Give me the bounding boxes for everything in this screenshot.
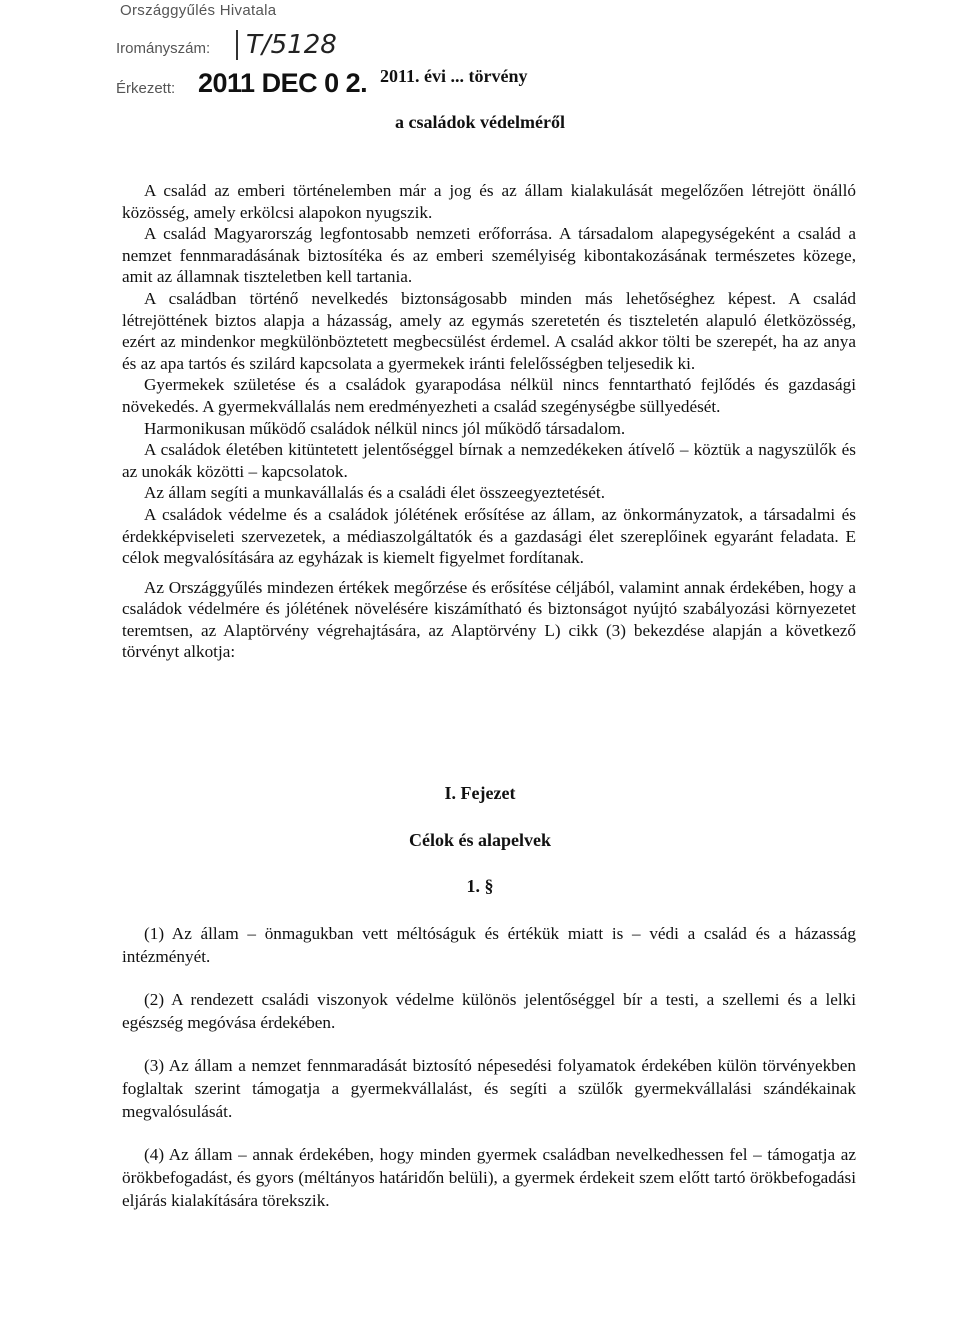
preamble-paragraph: Gyermekek születése és a családok gyarapodása nélkül nincs fenntartható fejlődés és gazdasági növekedés. A gyermekvállalás nem eredményezheti a család szegénységbe süllyedését. [122, 375, 856, 416]
law-subtitle: a családok védelméről [395, 112, 565, 132]
chapter-title: Célok és alapelvek [409, 830, 551, 850]
preamble-paragraph: A család Magyarország legfontosabb nemzeti erőforrása. A társadalom alapegységeként a család a nemzet fennmaradásának biztosítéka és az emberi személyiség kibontakozásának természetes közege, amit az államnak tiszteletben kell tartania. [122, 224, 856, 287]
registration-number-value: T/5128 [236, 30, 337, 60]
section-paragraphs [122, 922, 856, 1212]
preamble-paragraph: A család az emberi történelemben már a jog és az állam kialakulását megelőzően létrejött önálló közösség, amely erkölcsi alapokon nyugszik. [122, 181, 856, 222]
section-paragraph: (3) Az állam a nemzet fennmaradását biztosító népesedési folyamatok érdekében külön törvényekben foglaltak szerint támogatja a gyermekvállalást, és segíti a szülők gyermekvállalási szándékainak megvalósulását. [122, 1056, 856, 1121]
received-label: Érkezett: [116, 80, 176, 97]
preamble-paragraph: Az állam segíti a munkavállalás és a családi élet összeegyeztetését. [144, 483, 605, 503]
section-mark: 1. § [466, 876, 494, 896]
section-paragraph: (4) Az állam – annak érdekében, hogy minden gyermek családban nevelkedhessen fel – támogatja az örökbefogadást, és gyors (méltányos határidőn belüli), a gyermek érdekeit szem előtt tartó örökbefogadási eljárás kialakítására törekszik. [122, 1145, 856, 1210]
section-paragraph: (2) A rendezett családi viszonyok védelme különös jelentőséggel bír a testi, a szellemi és a lelki egészség megóvása érdekében. [122, 990, 856, 1032]
preamble-paragraph: A családok életében kitüntetett jelentőséggel bírnak a nemzedékeken átívelő – köztük a nagyszülők és az unokák közötti – kapcsolatok. [122, 440, 856, 481]
registration-number-label: Irományszám: [116, 40, 211, 57]
preamble-paragraph: Harmonikusan működő családok nélkül nincs jól működő társadalom. [144, 418, 626, 438]
office-name: Országgyűlés Hivatala [120, 2, 277, 19]
received-date: 2011 DEC 0 2. [198, 68, 368, 98]
preamble-paragraph: A családok védelme és a családok jólétének erősítése az állam, az önkormányzatok, a társadalmi és érdekképviseleti szervezetek, a médiaszolgáltatók és a gazdasági élet szereplőinek egyaránt feladata. E célok megvalósítására az egyházak is kiemelt figyelmet fordítanak. [122, 504, 856, 568]
preamble [122, 180, 856, 663]
section-paragraph: (1) Az állam – önmagukban vett méltóságuk és értékük miatt is – védi a család és a házasság intézményét. [122, 924, 856, 966]
preamble-paragraph: Az Országgyűlés mindezen értékek megőrzése és erősítése céljából, valamint annak érdekében, hogy a családok védelmére és jólétének növelésére kiszámítható és biztonságot nyújtó szabályozási környezetet teremtsen, az Alaptörvény végrehajtására, az Alaptörvény L) cikk (3) bekezdése alapján a következő törvényt alkotja: [122, 577, 856, 662]
preamble-paragraph: A családban történő nevelkedés biztonságosabb minden más lehetőséghez képest. A család létrejöttének biztos alapja a házasság, amely az egymás szeretetén és tiszteletén alapuló életközösség, ezért az mindenkor megkülönböztetett megbecsülést érdemel. A család akkor tölti be szerepét, ha az anya és az apa tartós és szilárd kapcsolata a gyermekek iránti felelősségben teljesedik ki. [122, 288, 856, 373]
law-title: 2011. évi ... törvény [380, 66, 528, 86]
chapter-heading: I. Fejezet [444, 783, 516, 803]
